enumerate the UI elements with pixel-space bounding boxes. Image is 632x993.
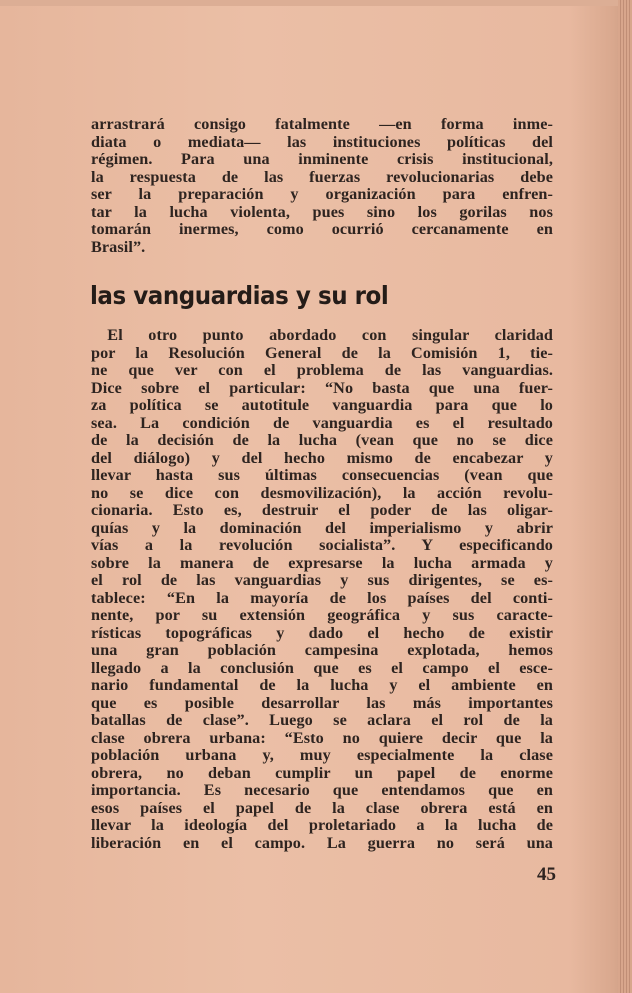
lead-in: El otro punto	[107, 326, 244, 344]
text-line: clase obrera urbana: “Esto no quiere decir que la	[91, 728, 553, 747]
text-line: importancia. Es necesario que entendamos que en	[91, 781, 553, 799]
text-line: por la Resolución General de la Comisión 1, tie-	[91, 343, 553, 362]
text-line: quías y la dominación del imperialismo y abrir	[91, 518, 553, 537]
text-line: ser la preparación y organización para enfren-	[91, 185, 553, 203]
section-heading: las vanguardias y su rol	[90, 281, 389, 310]
text-line: del diálogo) y del hecho mismo de encabezar y	[91, 448, 553, 467]
text-line: nario fundamental de la lucha y el ambiente en	[91, 676, 553, 694]
paragraph-2	[91, 327, 553, 852]
text-line: rísticas topográficas y dado el hecho de existir	[91, 623, 553, 642]
text-line: cionaria. Esto es, destruir el poder de las oligar-	[91, 501, 553, 519]
text-line: tar la lucha violenta, pues sino los gorilas nos	[91, 202, 553, 221]
text-line: za política se autotitule vanguardia para que lo	[91, 396, 553, 414]
page-top-edge	[0, 0, 632, 6]
text-span: abordado con singular claridad	[243, 326, 553, 344]
text-line: población urbana y, muy especialmente la clase	[91, 746, 553, 764]
text-line: de la decisión de la lucha (vean que no se dice	[91, 431, 553, 449]
text-line: vías a la revolución socialista”. Y especificando	[91, 536, 553, 554]
paragraph-1	[91, 116, 553, 256]
text-line: régimen. Para una inminente crisis institucional,	[91, 150, 553, 168]
text-line: esos países el papel de la clase obrera está en	[91, 798, 553, 817]
text-line: liberación en el campo. La guerra no será una	[91, 833, 553, 852]
text-line: ne que ver con el problema de las vanguardias.	[91, 361, 553, 379]
text-line: la respuesta de las fuerzas revolucionarias debe	[91, 167, 553, 186]
text-line: sea. La condición de vanguardia es el resultado	[91, 413, 553, 432]
page-stack-edge	[618, 0, 632, 993]
text-line: llevar la ideología del proletariado a la lucha de	[91, 816, 553, 834]
text-line: Dice sobre el particular: “No basta que una fuer-	[91, 378, 553, 397]
text-line: arrastrará consigo fatalmente —en forma inme-	[91, 115, 553, 133]
text-line: llegado a la conclusión que es el campo el esce-	[91, 658, 553, 677]
text-line: una gran población campesina explotada, hemos	[91, 641, 553, 659]
text-line: nente, por su extensión geográfica y sus caracte-	[91, 606, 553, 624]
text-line: que es posible desarrollar las más importantes	[91, 693, 553, 712]
text-line: diata o mediata— las instituciones políticas del	[91, 132, 553, 151]
text-line	[91, 327, 553, 345]
text-line: el rol de las vanguardias y sus dirigentes, se es-	[91, 571, 553, 589]
text-line: no se dice con desmovilización), la acción revolu-	[91, 483, 553, 502]
text-line: obrera, no deban cumplir un papel de enorme	[91, 763, 553, 782]
text-line: llevar hasta sus últimas consecuencias (vean que	[91, 466, 553, 484]
text-line: Brasil”.	[91, 237, 146, 256]
text-line: tablece: “En la mayoría de los países del conti-	[91, 588, 553, 607]
text-line: tomarán inermes, como ocurrió cercanamente en	[91, 220, 553, 238]
text-line: batallas de clase”. Luego se aclara el rol de la	[91, 711, 553, 729]
text-line: sobre la manera de expresarse la lucha armada y	[91, 553, 553, 572]
page-number: 45	[537, 864, 556, 885]
